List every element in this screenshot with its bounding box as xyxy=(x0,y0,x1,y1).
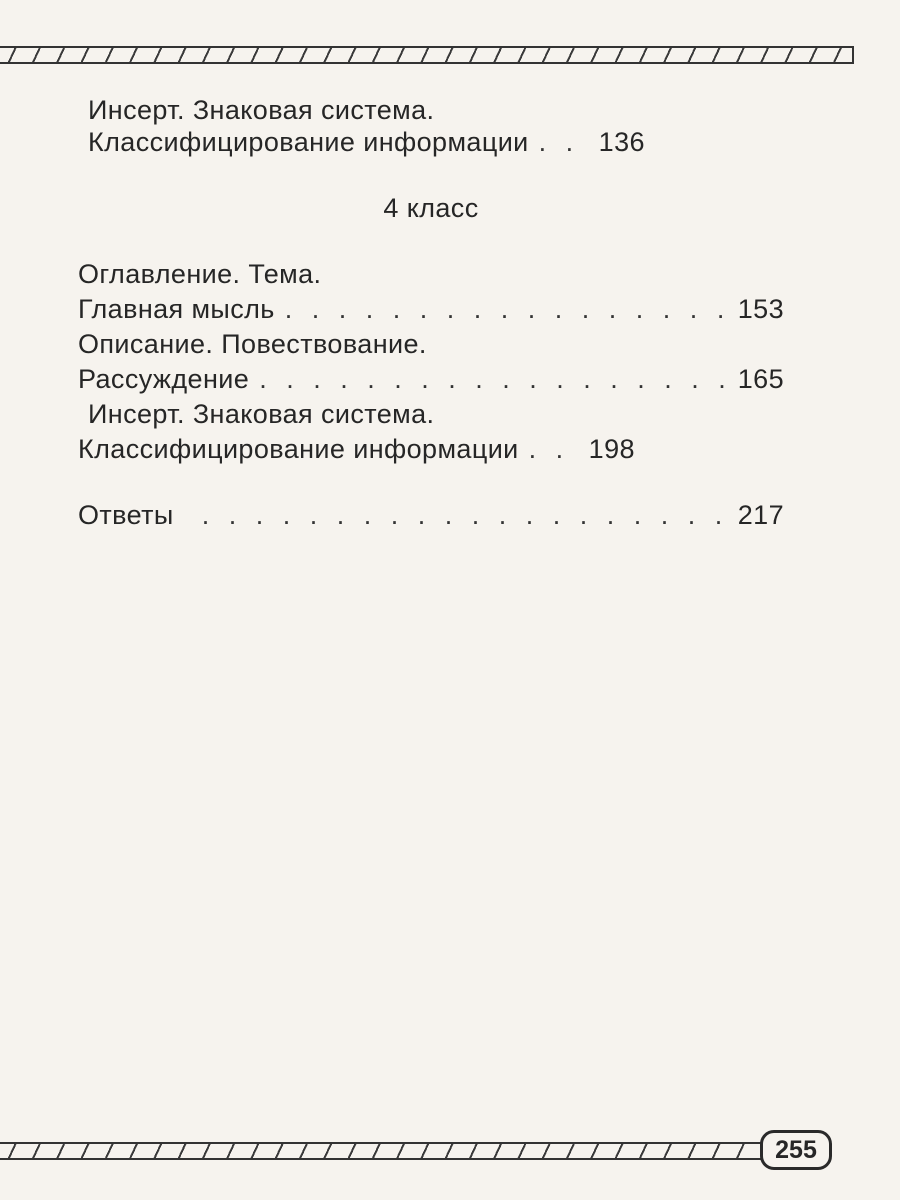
page-number-badge xyxy=(760,1130,832,1170)
toc-entry xyxy=(78,398,784,465)
toc-entry-title-line: Инсерт. Знаковая система. xyxy=(88,95,435,125)
toc-entry xyxy=(78,258,784,325)
toc-entry xyxy=(88,94,784,158)
toc-entry-title-line: Классифицирование информации xyxy=(88,127,529,157)
section-heading: 4 класс xyxy=(383,193,479,223)
toc-entry-title-line: Описание. Повествование. xyxy=(78,329,427,359)
page-number: 255 xyxy=(775,1135,817,1164)
toc-page-number: 217 xyxy=(737,500,784,530)
toc-entry xyxy=(78,328,784,395)
dot-leader xyxy=(529,433,579,465)
toc-entry-leader-line xyxy=(88,126,784,158)
toc-entry-title-line: Оглавление. Тема. xyxy=(78,259,322,289)
table-of-contents xyxy=(78,94,784,531)
dot-leader xyxy=(285,293,728,325)
toc-entry-title-line: Ответы xyxy=(78,500,174,530)
top-decorative-border xyxy=(0,46,852,64)
toc-entry-leader-line xyxy=(78,363,784,395)
dot-leader xyxy=(259,363,728,395)
toc-entry-title-line: Главная мысль xyxy=(78,294,275,324)
toc-page-number: 136 xyxy=(598,127,645,157)
toc-page-number: 165 xyxy=(737,364,784,394)
toc-page-number: 198 xyxy=(588,434,635,464)
toc-entry-title-line: Классифицирование информации xyxy=(78,434,519,464)
toc-entry-leader-line xyxy=(78,293,784,325)
toc-entry-leader-line xyxy=(78,499,784,531)
dot-leader xyxy=(202,499,728,531)
dot-leader xyxy=(539,126,589,158)
toc-entry-title-line: Рассуждение xyxy=(78,364,250,394)
toc-entry-title-line: Инсерт. Знаковая система. xyxy=(88,399,435,429)
toc-entry xyxy=(78,499,784,531)
toc-page-number: 153 xyxy=(737,294,784,324)
bottom-decorative-border xyxy=(0,1142,762,1160)
toc-entry-leader-line xyxy=(78,433,784,465)
